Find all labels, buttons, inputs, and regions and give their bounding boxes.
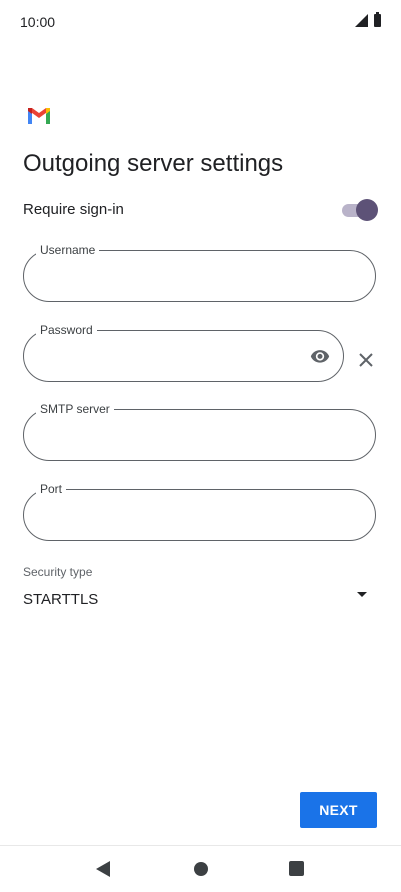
username-label: Username — [36, 242, 99, 258]
require-signin-row — [23, 195, 378, 225]
close-icon[interactable] — [356, 350, 376, 370]
smtp-server-field[interactable] — [23, 402, 376, 461]
status-bar — [0, 0, 401, 46]
toggle-thumb — [356, 199, 378, 221]
nav-divider — [0, 845, 401, 846]
battery-icon — [374, 14, 381, 27]
status-icons — [355, 14, 381, 27]
require-signin-label: Require sign-in — [23, 201, 124, 218]
signal-icon — [355, 14, 368, 27]
port-input[interactable] — [40, 502, 304, 530]
password-field[interactable] — [23, 323, 344, 382]
dropdown-arrow-icon[interactable] — [357, 592, 367, 597]
next-button[interactable]: NEXT — [300, 792, 377, 828]
port-field[interactable] — [23, 482, 376, 541]
username-field[interactable] — [23, 243, 376, 302]
recents-icon[interactable] — [289, 861, 304, 876]
smtp-server-input[interactable] — [40, 422, 304, 450]
security-type-value[interactable]: STARTTLS — [23, 591, 99, 608]
gmail-icon — [26, 106, 52, 126]
smtp-server-label: SMTP server — [36, 401, 114, 417]
username-input[interactable] — [40, 263, 304, 291]
eye-icon[interactable] — [309, 346, 331, 366]
require-signin-toggle[interactable] — [342, 199, 378, 221]
port-label: Port — [36, 481, 66, 497]
home-icon[interactable] — [194, 862, 208, 876]
password-label: Password — [36, 322, 97, 338]
page-title: Outgoing server settings — [23, 150, 284, 177]
back-icon[interactable] — [96, 861, 110, 877]
security-type-label: Security type — [23, 565, 93, 579]
status-time: 10:00 — [20, 14, 56, 30]
password-input[interactable] — [40, 343, 304, 371]
